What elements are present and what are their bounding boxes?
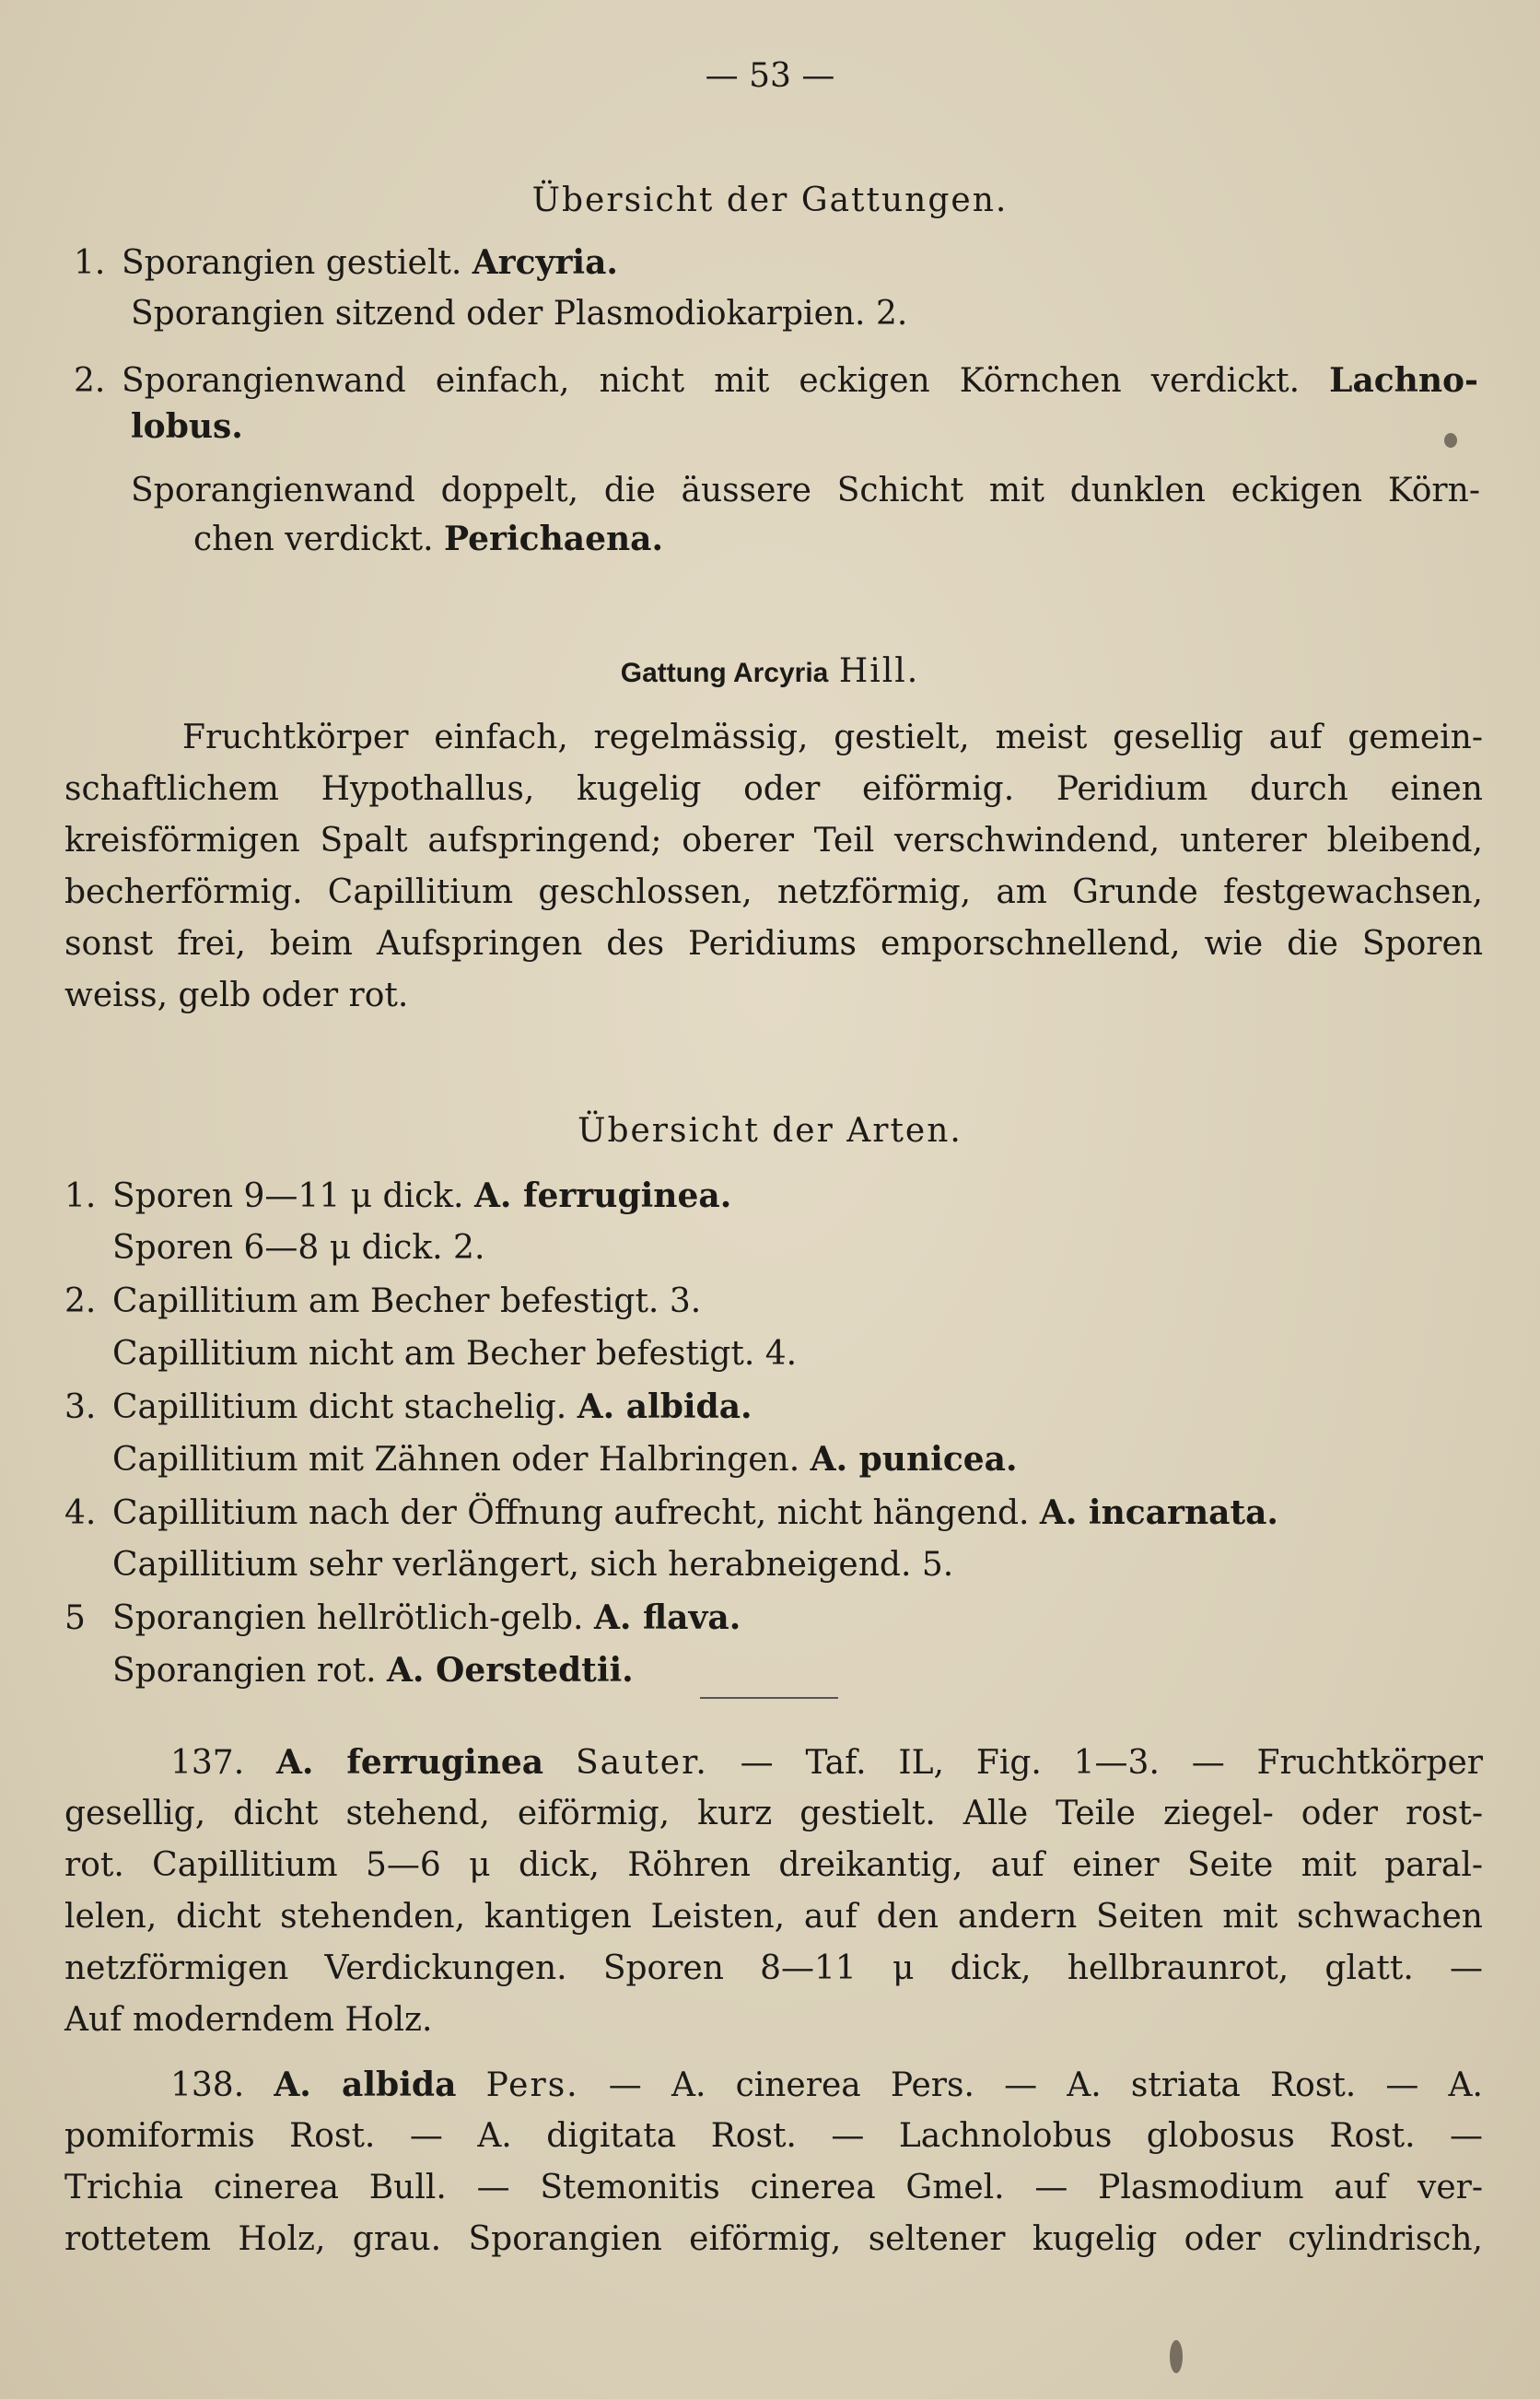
key-line	[193, 518, 663, 561]
key-line	[131, 293, 907, 335]
key-text: Capillitium mit Zähnen oder Halbringen.	[112, 1441, 800, 1479]
ink-spot	[1444, 433, 1457, 448]
species-key-row	[64, 1544, 953, 1586]
body-line: rottetem Holz, grau. Sporangien eiförmig, seltener kugelig oder cylindrisch,	[64, 2220, 1483, 2258]
key-text: Sporen 9—11 μ dick.	[112, 1177, 464, 1215]
entry-number: 137.	[170, 1744, 245, 1782]
species-key-row	[64, 1333, 797, 1375]
genus-heading-author: Hill.	[838, 652, 920, 690]
species-key-row	[64, 1386, 752, 1429]
entry-138-first-line	[170, 2064, 1483, 2107]
key-ref: 5.	[921, 1546, 954, 1584]
key-text: Capillitium am Becher befestigt.	[112, 1282, 659, 1320]
body-line: kreisförmigen Spalt aufspringend; oberer Teil verschwindend, unterer bleibend,	[64, 822, 1483, 860]
body-line: schaftlichem Hypothallus, kugelig oder eiförmig. Peridium durch einen	[64, 770, 1483, 808]
key-text: Sporangien sitzend oder Plasmodiokarpien.	[131, 295, 866, 333]
page-number: — 53 —	[705, 57, 835, 95]
species-key-row	[64, 1649, 634, 1692]
body-line: weiss, gelb oder rot.	[64, 977, 409, 1014]
body-line: gesellig, dicht stehend, eiförmig, kurz gestielt. Alle Teile ziegel- oder rost-	[64, 1795, 1483, 1832]
key-text: chen verdickt.	[193, 521, 434, 558]
key-number: 4.	[64, 1494, 97, 1532]
key-text: Sporen 6—8 μ dick.	[112, 1229, 443, 1267]
key-number: 1.	[64, 1177, 97, 1215]
genus-name: Lachno-	[1329, 361, 1478, 400]
species-author: Pers.	[485, 2066, 579, 2104]
genus-name: Arcyria.	[472, 243, 618, 282]
body-line: sonst frei, beim Aufspringen des Peridiums emporschnellend, wie die Sporen	[64, 925, 1483, 963]
key-number: 5	[64, 1599, 86, 1637]
key-ref: 2.	[453, 1229, 485, 1267]
species-name: A. albida.	[577, 1387, 752, 1426]
entry-text: — Taf. IL, Fig. 1—3. — Fruchtkörper	[740, 1744, 1484, 1782]
key-text: Capillitium nicht am Becher befestigt.	[112, 1335, 755, 1373]
key-text: Sporangienwand einfach, nicht mit eckigen Körnchen verdickt.	[122, 362, 1301, 400]
body-line: pomiformis Rost. — A. digitata Rost. — Lachnolobus globosus Rost. —	[64, 2117, 1483, 2155]
body-line: Fruchtkörper einfach, regelmässig, gestielt, meist gesellig auf gemein-	[182, 719, 1483, 756]
key-number: 2.	[74, 362, 106, 400]
species-key-row	[64, 1281, 701, 1323]
genus-heading	[0, 650, 1540, 695]
key-ref: 3.	[669, 1282, 702, 1320]
key-text: Sporangien hellrötlich-gelb.	[112, 1599, 584, 1637]
key-ref: 4.	[764, 1335, 798, 1373]
key-text: Sporangien rot.	[112, 1652, 377, 1690]
genus-name: lobus.	[131, 407, 243, 446]
key-text: Capillitium dicht stachelig.	[112, 1388, 567, 1426]
body-line: lelen, dicht stehenden, kantigen Leisten, auf den andern Seiten mit schwachen	[64, 1898, 1483, 1936]
genus-name: Perichaena.	[444, 520, 664, 558]
key-number: 2.	[64, 1282, 97, 1320]
entry-137-first-line	[170, 1741, 1483, 1785]
species-name: A. ferruginea.	[473, 1176, 732, 1215]
species-name: A. flava.	[593, 1598, 741, 1637]
species-key-row	[64, 1227, 484, 1270]
species-name: A. albida	[274, 2065, 457, 2104]
key-text: Capillitium nach der Öffnung aufrecht, nicht hängend.	[112, 1494, 1030, 1532]
species-name: A. ferruginea	[276, 1743, 544, 1782]
key-number: 3.	[64, 1388, 97, 1426]
species-key-row	[64, 1597, 741, 1640]
key-ref: 2.	[875, 295, 908, 333]
divider	[700, 1697, 838, 1699]
key-line	[74, 359, 1478, 403]
body-line: Auf moderndem Holz.	[64, 2001, 433, 2039]
species-key-row	[64, 1175, 731, 1218]
section-title-arten: Übersicht der Arten.	[578, 1112, 962, 1150]
species-name: A. punicea.	[810, 1440, 1018, 1479]
ink-spot	[1170, 2340, 1183, 2373]
species-key-row	[64, 1438, 1018, 1481]
species-name: A. incarnata.	[1039, 1493, 1278, 1532]
key-text: Sporangien gestielt.	[122, 244, 462, 282]
species-key-row	[64, 1492, 1278, 1535]
body-line: rot. Capillitium 5—6 μ dick, Röhren dreikantig, auf einer Seite mit paral-	[64, 1846, 1483, 1884]
body-line: Trichia cinerea Bull. — Stemonitis cinerea Gmel. — Plasmodium auf ver-	[64, 2169, 1483, 2206]
genus-heading-name: Gattung Arcyria	[620, 658, 829, 688]
body-line: netzförmigen Verdickungen. Sporen 8—11 μ dick, hellbraunrot, glatt. —	[64, 1949, 1483, 1987]
key-line: Sporangienwand doppelt, die äussere Schicht mit dunklen eckigen Körn-	[131, 472, 1480, 509]
body-line: becherförmig. Capillitium geschlossen, netzförmig, am Grunde festgewachsen,	[64, 873, 1483, 911]
key-text: Capillitium sehr verlängert, sich herabneigend.	[112, 1546, 912, 1584]
key-line	[74, 241, 618, 285]
entry-text: — A. cinerea Pers. — A. striata Rost. — A.	[608, 2066, 1483, 2104]
section-title-gattungen: Übersicht der Gattungen.	[531, 181, 1009, 219]
entry-number: 138.	[170, 2066, 245, 2104]
key-number: 1.	[74, 244, 106, 282]
species-name: A. Oerstedtii.	[386, 1651, 634, 1690]
species-author: Sauter.	[575, 1744, 708, 1782]
